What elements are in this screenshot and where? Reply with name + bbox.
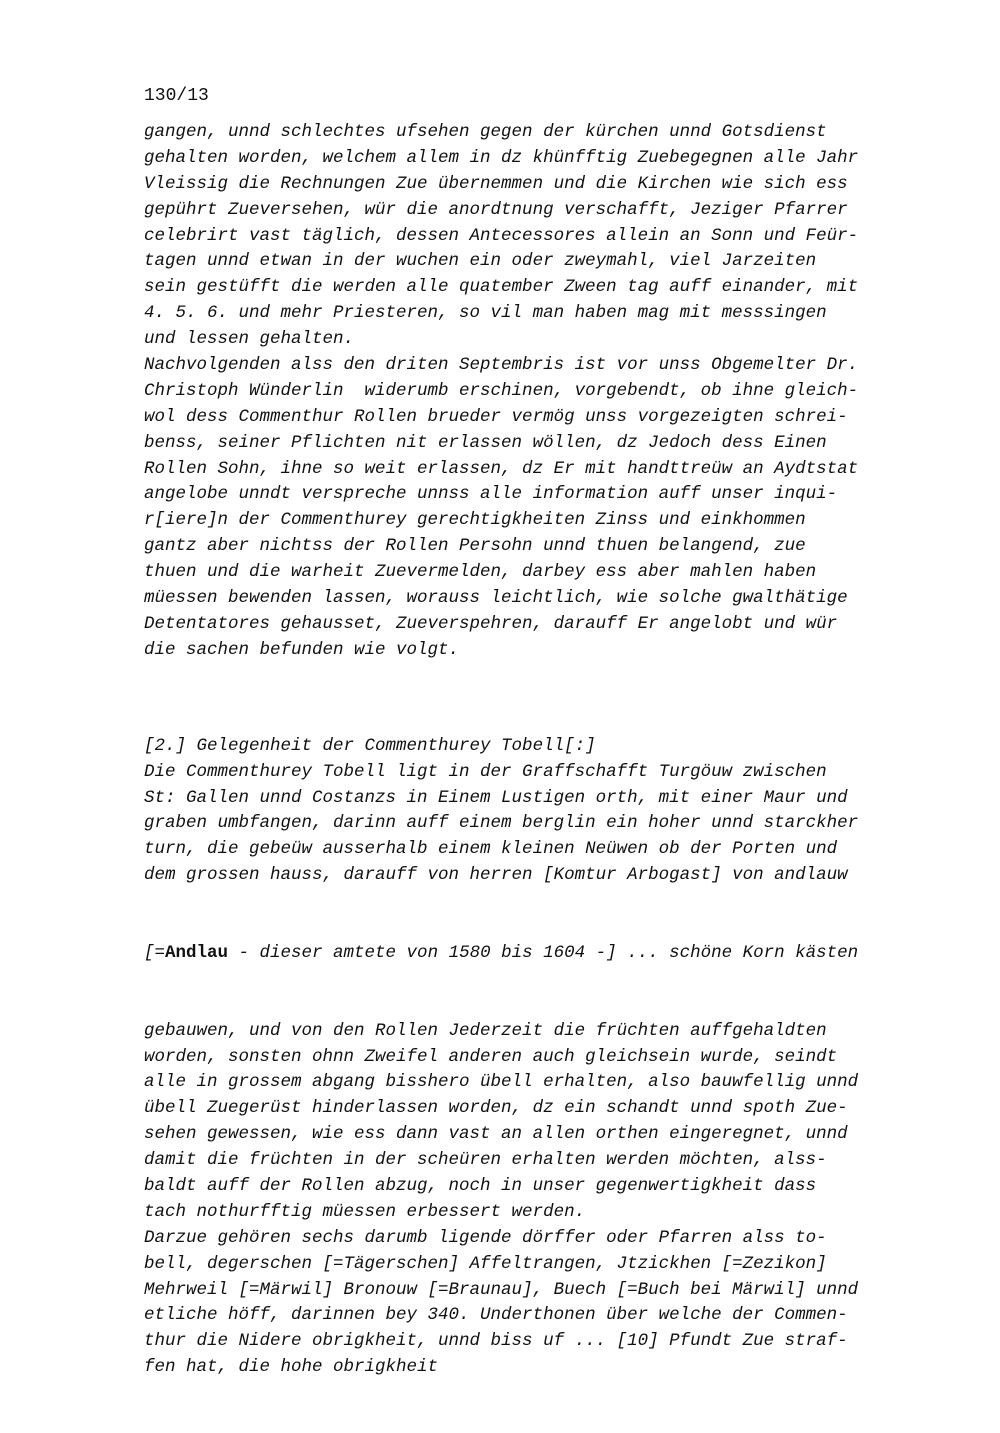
- text-line: r[iere]n der Commenthurey gerechtigkheiten Zinss und einkhommen: [144, 510, 806, 531]
- text-line: gangen, unnd schlechtes ufsehen gegen der kürchen unnd Gotsdienst: [144, 122, 827, 142]
- andlau-bold-name: Andlau: [165, 942, 229, 963]
- text-line: St: Gallen unnd Costanzs in Einem Lustigen orth, mit einer Maur und: [144, 787, 848, 808]
- text-line: die sachen befunden wie volgt.: [144, 639, 460, 660]
- text-line: tach nothurfftig müessen erbessert werden.: [144, 1201, 586, 1222]
- text-line: Die Commenthurey Tobell ligt in der Graffschafft Turgöuw zwischen: [144, 761, 827, 782]
- text-line: übell Zuegerüst hinderlassen worden, dz ein schandt unnd spoth Zue-: [144, 1098, 848, 1119]
- text-line: [2.] Gelegenheit der Commenthurey Tobell[:]: [144, 735, 596, 756]
- andlau-suffix: - dieser amtete von 1580 bis 1604 -] ... schöne Korn kästen: [228, 942, 859, 963]
- text-line: bell, degerschen [=Tägerschen] Affeltrangen, Jtzickhen [=Zezikon]: [144, 1253, 827, 1274]
- text-line: und lessen gehalten.: [144, 329, 355, 350]
- text-line: baldt auff der Rollen abzug, noch in unser gegenwertigkheit dass: [144, 1176, 817, 1197]
- paragraph-visitation-report: [144, 120, 858, 664]
- andlau-prefix: [=: [144, 942, 166, 963]
- section-gelegenheit-tobell: [144, 682, 858, 1433]
- text-line: celebrirt vast täglich, dessen Antecessores allein an Sonn und Feür-: [144, 225, 859, 246]
- text-line: etliche höff, darinnen bey 340. Underthonen über welche der Commen-: [144, 1305, 848, 1326]
- text-line: gehalten worden, welchem allem in dz khünfftig Zuebegegnen alle Jahr: [144, 147, 859, 168]
- text-line: gepührt Zueversehen, wür die anordtnung verschafft, Jeziger Pfarrer: [144, 199, 848, 220]
- text-line: graben umbfangen, darinn auff einem berglin ein hoher unnd starckher: [144, 813, 859, 834]
- text-line: thuen und die warheit Zuevermelden, darbey ess aber mahlen haben: [144, 562, 817, 583]
- text-line: thur die Nidere obrigkheit, unnd biss uf ... [10] Pfundt Zue straf-: [144, 1331, 848, 1352]
- text-line: tagen unnd etwan in der wuchen ein oder zweymahl, viel Jarzeiten: [144, 251, 817, 272]
- text-line: fen hat, die hohe obrigkheit: [144, 1357, 439, 1378]
- text-line-andlau: [144, 941, 858, 967]
- text-line: dem grossen hauss, darauff von herren [Komtur Arbogast] von andlauw: [144, 865, 848, 886]
- text-line: Detentatores gehausset, Zueverspehren, darauff Er angelobt und wür: [144, 613, 838, 634]
- text-line: Rollen Sohn, ihne so weit erlassen, dz Er mit handttreüw an Aydtstat: [144, 458, 859, 479]
- text-line: Mehrweil [=Märwil] Bronouw [=Braunau], Buech [=Buch bei Märwil] unnd: [144, 1279, 859, 1300]
- text-line: damit die früchten in der scheüren erhalten werden möchten, alss-: [144, 1150, 827, 1171]
- text-line: Christoph Wünderlin widerumb erschinen, vorgebendt, ob ihne gleich-: [144, 380, 859, 401]
- text-line: angelobe unndt verspreche unnss alle information auff unser inqui-: [144, 484, 838, 505]
- text-line: gebauwen, und von den Rollen Jederzeit die früchten auffgehaldten: [144, 1020, 827, 1041]
- text-line: 4. 5. 6. und mehr Priesteren, so vil man haben mag mit messsingen: [144, 303, 827, 324]
- text-line: benss, seiner Pflichten nit erlassen wöllen, dz Jedoch dess Einen: [144, 432, 827, 453]
- text-line: turn, die gebeüw ausserhalb einem kleinen Neüwen ob der Porten und: [144, 839, 838, 860]
- text-line: gantz aber nichtss der Rollen Persohn unnd thuen belangend, zue: [144, 536, 806, 557]
- text-line: wol dess Commenthur Rollen brueder vermög unss vorgezeigten schrei-: [144, 406, 848, 427]
- text-line: Nachvolgenden alss den driten Septembris ist vor unss Obgemelter Dr.: [144, 355, 859, 376]
- text-line: sehen gewessen, wie ess dann vast an allen orthen eingeregnet, unnd: [144, 1124, 848, 1145]
- text-line: alle in grossem abgang bisshero übell erhalten, also bauwfellig unnd: [144, 1072, 859, 1093]
- text-line: worden, sonsten ohnn Zweifel anderen auch gleichsein wurde, seindt: [144, 1046, 838, 1067]
- page-number: 130/13: [144, 86, 209, 106]
- text-line: Vleissig die Rechnungen Zue übernemmen und die Kirchen wie sich ess: [144, 173, 848, 194]
- text-line: müessen bewenden lassen, worauss leichtlich, wie solche gwalthätige: [144, 588, 848, 609]
- text-line: Darzue gehören sechs darumb ligende dörffer oder Pfarren alss to-: [144, 1227, 827, 1248]
- text-line: sein gestüfft die werden alle quatember Zween tag auff einander, mit: [144, 277, 859, 298]
